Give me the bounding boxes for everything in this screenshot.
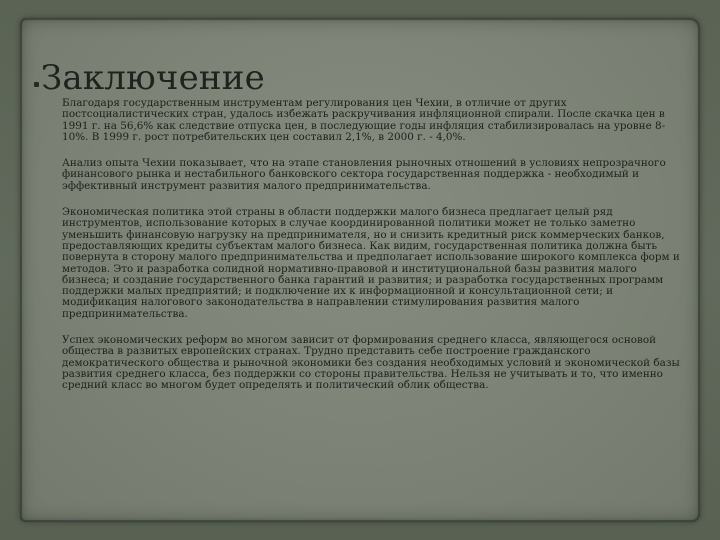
paragraph-middle-class: Успех экономических реформ во многом зависит от формирования среднего класса, являющегося основой общества в развитых европейских странах. Трудно представить себе построение гражданского демократического общества и рыночной экономики без создания необходимых условий и экономической базы развития среднего класса, без поддержки со стороны правительства. Нельзя не учитывать и то, что именно средний класс во многом будет определять и политический облик общества. [62, 334, 680, 392]
paragraph-price-regulation: Благодаря государственным инструментам регулирования цен Чехии, в отличие от других постсоциалистических стран, удалось избежать раскручивания инфляционной спирали. После скачка цен в 1991 г. на 56,6% как следствие отпуска цен, в последующие годы инфляция стабилизировалась на уровне 8-10%. В 1999 г. рост потребительских цен составил 2,1%, в 2000 г. - 4,0%. [62, 97, 666, 143]
slide-body [62, 98, 684, 392]
title-bullet-icon [34, 82, 39, 87]
paragraph-economic-policy: Экономическая политика этой страны в области поддержки малого бизнеса предлагает целый ряд инструментов, использование которых в случае координированной политики может не только заметно уменьшить финансовую нагрузку на предпринимателя, но и снизить кредитный риск коммерческих банков, предоставляющих кредиты субъектам малого бизнеса. Как видим, государственная политика должна быть повернута в сторону малого предпринимательства и предполагает использование широкого комплекса форм и методов. Это и разработка солидной нормативно-правовой и институциональной базы развития малого бизнеса; и создание государственного банка гарантий и развития; и разработка государственных программ поддержки малых предприятий; и подключение их к информационной и консультационной сети; и модификация налогового законодательства в направлении стимулирования развития малого предпринимательства. [62, 206, 680, 320]
paragraph-state-support: Анализ опыта Чехии показывает, что на этапе становления рыночных отношений в условиях непрозрачного финансового рынка и нестабильного банковского сектора государственная поддержка - необходимый и эффективный инструмент развития малого предпринимательства. [62, 157, 666, 192]
slide-title: Заключение [41, 58, 265, 98]
